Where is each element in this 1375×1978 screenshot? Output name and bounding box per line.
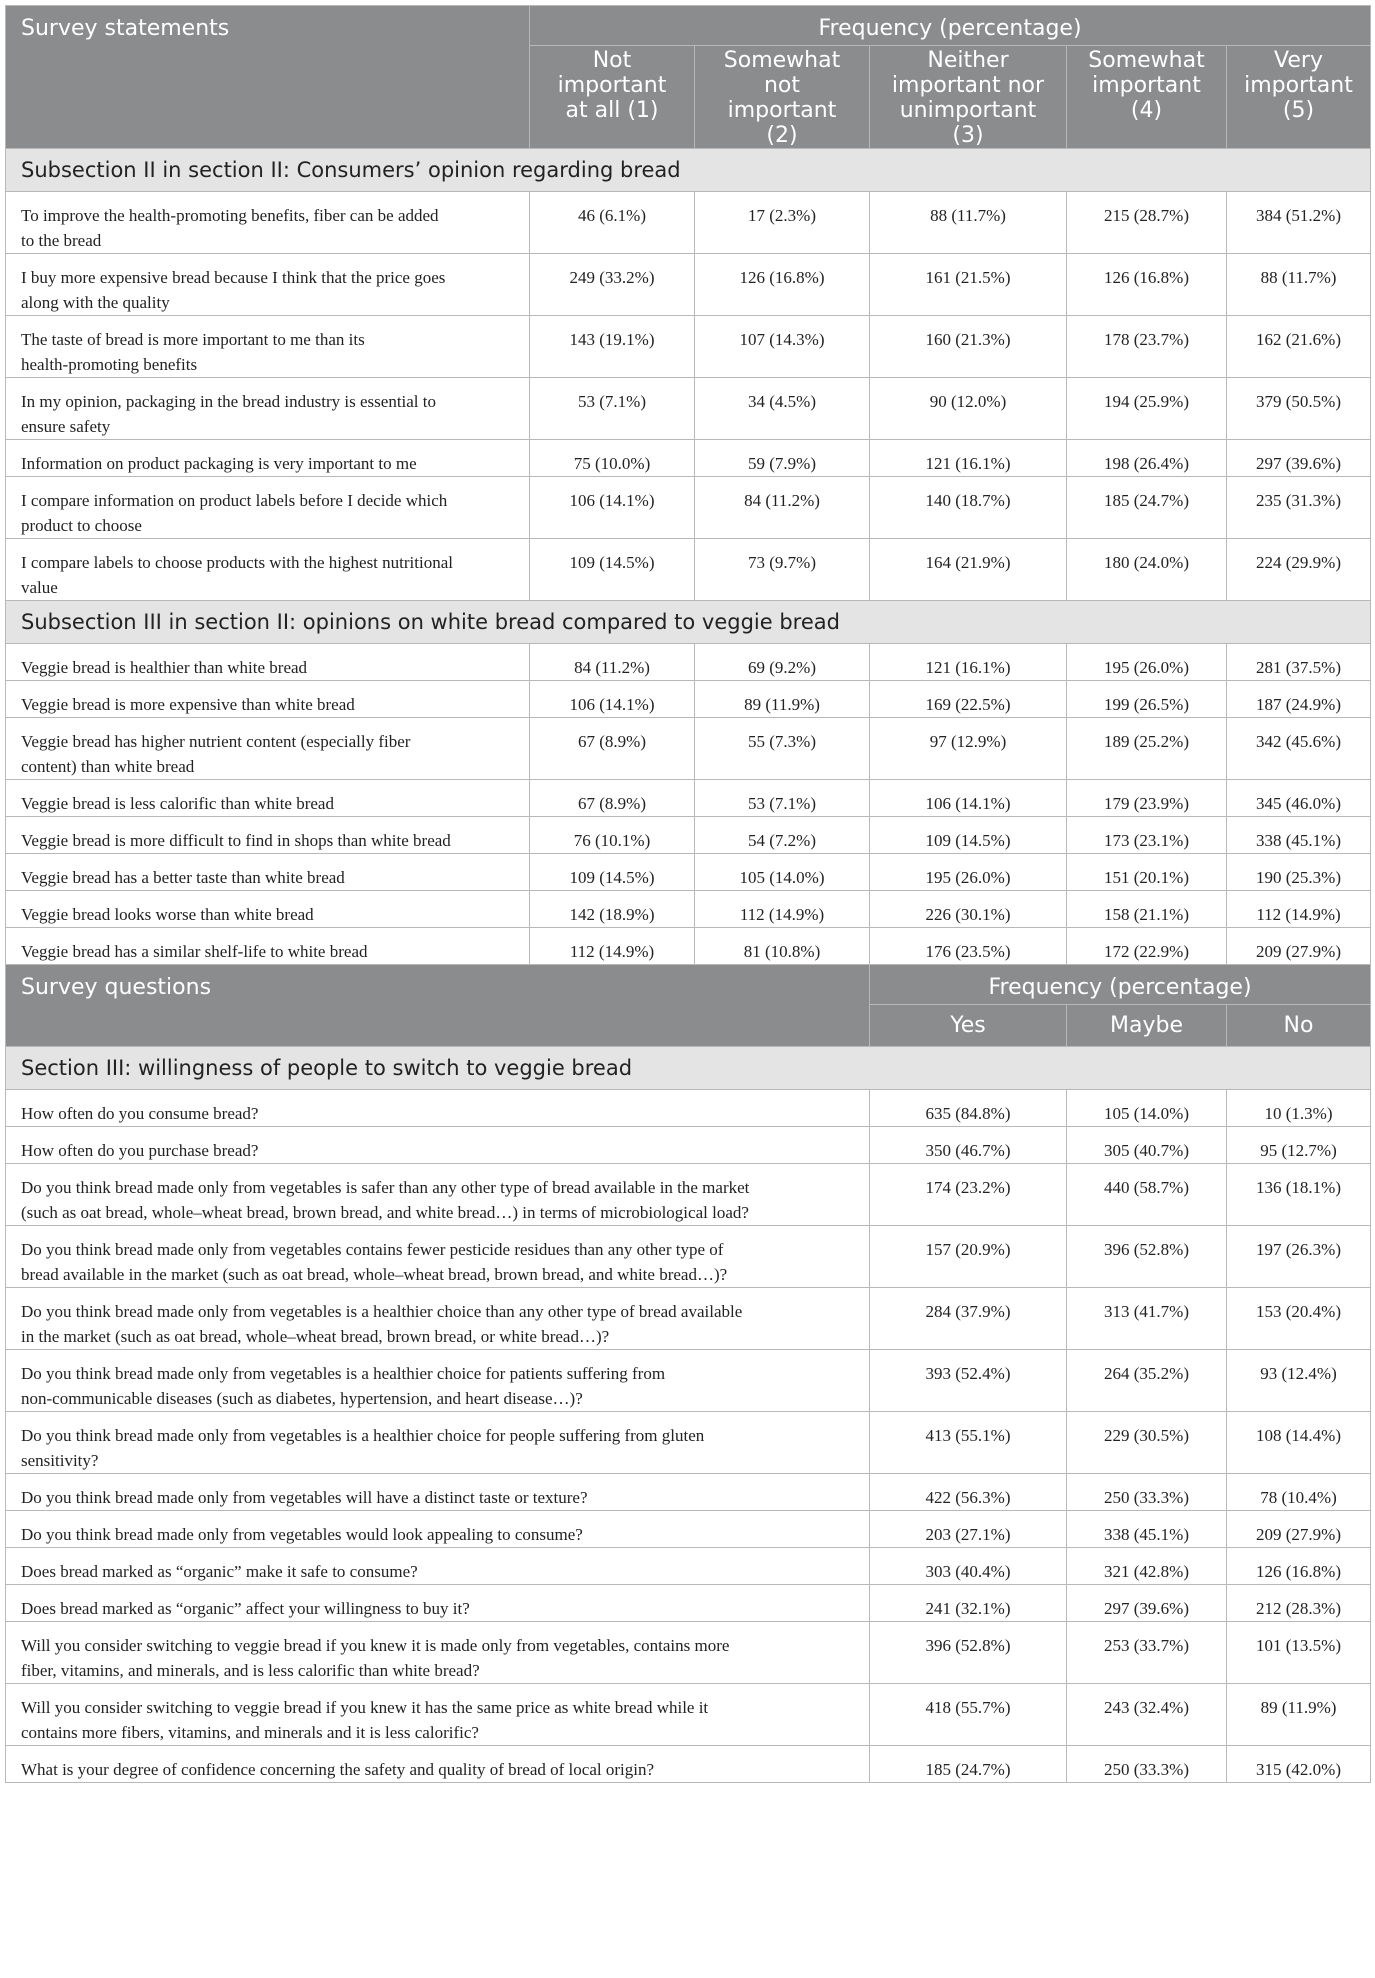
value-cell: 142 (18.9%) — [530, 891, 695, 928]
value-cell: 187 (24.9%) — [1227, 681, 1371, 718]
value-cell: 321 (42.8%) — [1067, 1548, 1227, 1585]
column-header-neither-important-nor-unimportant — [870, 46, 1067, 149]
table-row — [6, 854, 1371, 891]
statement-text: non-communicable diseases (such as diabetes, hypertension, and heart disease…)? — [21, 1389, 583, 1408]
value-cell: 84 (11.2%) — [530, 644, 695, 681]
statement-text: Do you think bread made only from vegetables is a healthier choice for patients suffering from — [21, 1364, 666, 1383]
statement-cell — [6, 1350, 870, 1412]
value-cell: 440 (58.7%) — [1067, 1164, 1227, 1226]
value-cell: 174 (23.2%) — [870, 1164, 1067, 1226]
statement-text: Veggie bread is more difficult to find in shops than white bread — [21, 831, 451, 850]
value-cell: 284 (37.9%) — [870, 1288, 1067, 1350]
value-cell: 88 (11.7%) — [1227, 254, 1371, 316]
statement-cell — [6, 1412, 870, 1474]
table-row — [6, 440, 1371, 477]
value-cell: 126 (16.8%) — [1067, 254, 1227, 316]
statement-cell — [6, 1474, 870, 1511]
statement-text: Does bread marked as “organic” affect your willingness to buy it? — [21, 1599, 470, 1618]
value-cell: 199 (26.5%) — [1067, 681, 1227, 718]
value-cell: 109 (14.5%) — [530, 854, 695, 891]
value-cell: 393 (52.4%) — [870, 1350, 1067, 1412]
statement-cell — [6, 1548, 870, 1585]
value-cell: 422 (56.3%) — [870, 1474, 1067, 1511]
column-header-line: Very — [1274, 48, 1323, 73]
statement-cell — [6, 1288, 870, 1350]
value-cell: 73 (9.7%) — [695, 539, 870, 601]
value-cell: 305 (40.7%) — [1067, 1127, 1227, 1164]
statement-text: I buy more expensive bread because I think that the price goes — [21, 268, 446, 287]
table-row — [6, 1412, 1371, 1474]
value-cell: 212 (28.3%) — [1227, 1585, 1371, 1622]
statement-text: Veggie bread has a similar shelf-life to white bread — [21, 942, 368, 961]
statement-text: Veggie bread looks worse than white bread — [21, 905, 314, 924]
value-cell: 112 (14.9%) — [1227, 891, 1371, 928]
value-cell: 190 (25.3%) — [1227, 854, 1371, 891]
statement-cell — [6, 1511, 870, 1548]
value-cell: 195 (26.0%) — [1067, 644, 1227, 681]
value-cell: 169 (22.5%) — [870, 681, 1067, 718]
statement-text: Do you think bread made only from vegetables would look appealing to consume? — [21, 1525, 583, 1544]
value-cell: 97 (12.9%) — [870, 718, 1067, 780]
value-cell: 105 (14.0%) — [695, 854, 870, 891]
value-cell: 342 (45.6%) — [1227, 718, 1371, 780]
value-cell: 303 (40.4%) — [870, 1548, 1067, 1585]
column-header-maybe: Maybe — [1067, 1005, 1227, 1047]
table-row — [6, 1090, 1371, 1127]
table-row — [6, 1127, 1371, 1164]
column-header-line: Neither — [927, 48, 1009, 73]
table-row — [6, 1684, 1371, 1746]
value-cell: 176 (23.5%) — [870, 928, 1067, 965]
statement-text: Veggie bread is healthier than white bread — [21, 658, 308, 677]
statement-text: To improve the health-promoting benefits, fiber can be added — [21, 206, 439, 225]
value-cell: 249 (33.2%) — [530, 254, 695, 316]
value-cell: 67 (8.9%) — [530, 718, 695, 780]
value-cell: 194 (25.9%) — [1067, 378, 1227, 440]
column-header-line: important — [557, 73, 667, 98]
column-header-line: (4) — [1130, 98, 1163, 123]
column-header-line: important — [1092, 73, 1201, 98]
statement-text: In my opinion, packaging in the bread industry is essential to — [21, 392, 437, 411]
value-cell: 151 (20.1%) — [1067, 854, 1227, 891]
value-cell: 350 (46.7%) — [870, 1127, 1067, 1164]
value-cell: 78 (10.4%) — [1227, 1474, 1371, 1511]
section-row — [6, 149, 1371, 192]
value-cell: 203 (27.1%) — [870, 1511, 1067, 1548]
statement-cell — [6, 378, 530, 440]
statement-text: How often do you consume bread? — [21, 1104, 259, 1123]
table-row — [6, 254, 1371, 316]
statement-cell — [6, 854, 530, 891]
table-row — [6, 1746, 1371, 1783]
value-cell: 107 (14.3%) — [695, 316, 870, 378]
table-row — [6, 644, 1371, 681]
value-cell: 136 (18.1%) — [1227, 1164, 1371, 1226]
value-cell: 53 (7.1%) — [695, 780, 870, 817]
value-cell: 108 (14.4%) — [1227, 1412, 1371, 1474]
value-cell: 67 (8.9%) — [530, 780, 695, 817]
value-cell: 224 (29.9%) — [1227, 539, 1371, 601]
value-cell: 413 (55.1%) — [870, 1412, 1067, 1474]
value-cell: 84 (11.2%) — [695, 477, 870, 539]
table-row — [6, 780, 1371, 817]
statement-text: (such as oat bread, whole–wheat bread, brown bread, and white bread…) in terms of microbiological load? — [21, 1203, 749, 1222]
value-cell: 109 (14.5%) — [530, 539, 695, 601]
value-cell: 126 (16.8%) — [695, 254, 870, 316]
table-row — [6, 1585, 1371, 1622]
statement-cell — [6, 1622, 870, 1684]
column-header-line: at all (1) — [565, 98, 659, 123]
value-cell: 109 (14.5%) — [870, 817, 1067, 854]
table-row — [6, 1350, 1371, 1412]
value-cell: 55 (7.3%) — [695, 718, 870, 780]
column-header-line: (2) — [766, 123, 798, 148]
column-header-line: Somewhat — [723, 48, 841, 73]
statement-cell — [6, 1164, 870, 1226]
statement-text: health-promoting benefits — [21, 355, 198, 374]
column-header-somewhat-important — [1067, 46, 1227, 149]
column-header-yes: Yes — [870, 1005, 1067, 1047]
statement-text: content) than white bread — [21, 757, 195, 776]
value-cell: 112 (14.9%) — [695, 891, 870, 928]
table1-header-row — [6, 6, 1371, 46]
value-cell: 209 (27.9%) — [1227, 1511, 1371, 1548]
table-row — [6, 1474, 1371, 1511]
value-cell: 235 (31.3%) — [1227, 477, 1371, 539]
value-cell: 90 (12.0%) — [870, 378, 1067, 440]
statement-cell — [6, 817, 530, 854]
value-cell: 253 (33.7%) — [1067, 1622, 1227, 1684]
statement-cell — [6, 316, 530, 378]
statement-text: Veggie bread is more expensive than white bread — [21, 695, 355, 714]
value-cell: 198 (26.4%) — [1067, 440, 1227, 477]
column-header-line: unimportant — [899, 98, 1037, 123]
value-cell: 121 (16.1%) — [870, 644, 1067, 681]
value-cell: 195 (26.0%) — [870, 854, 1067, 891]
survey-table — [5, 5, 1371, 1783]
value-cell: 121 (16.1%) — [870, 440, 1067, 477]
value-cell: 384 (51.2%) — [1227, 192, 1371, 254]
statement-text: Do you think bread made only from vegetables is a healthier choice than any other type of bread available — [21, 1302, 743, 1321]
table-row — [6, 1288, 1371, 1350]
value-cell: 17 (2.3%) — [695, 192, 870, 254]
statement-text: I compare information on product labels before I decide which — [21, 491, 448, 510]
value-cell: 297 (39.6%) — [1067, 1585, 1227, 1622]
statement-text: Does bread marked as “organic” make it safe to consume? — [21, 1562, 418, 1581]
table-row — [6, 928, 1371, 965]
survey-questions-header: Survey questions — [6, 965, 870, 1047]
statement-text: Do you think bread made only from vegetables will have a distinct taste or texture? — [21, 1488, 588, 1507]
table-row — [6, 718, 1371, 780]
value-cell: 81 (10.8%) — [695, 928, 870, 965]
value-cell: 161 (21.5%) — [870, 254, 1067, 316]
table-row — [6, 316, 1371, 378]
table-row — [6, 1548, 1371, 1585]
value-cell: 112 (14.9%) — [530, 928, 695, 965]
value-cell: 162 (21.6%) — [1227, 316, 1371, 378]
statement-text: bread available in the market (such as oat bread, whole–wheat bread, brown bread, and white bread…)? — [21, 1265, 728, 1284]
statement-text: Do you think bread made only from vegetables contains fewer pesticide residues than any other type of — [21, 1240, 724, 1259]
column-header-line: important nor — [891, 73, 1045, 98]
value-cell: 105 (14.0%) — [1067, 1090, 1227, 1127]
statement-text: Veggie bread has higher nutrient content (especially fiber — [21, 732, 411, 751]
column-header-no: No — [1227, 1005, 1371, 1047]
value-cell: 264 (35.2%) — [1067, 1350, 1227, 1412]
frequency-group-header: Frequency (percentage) — [530, 6, 1371, 46]
value-cell: 226 (30.1%) — [870, 891, 1067, 928]
statement-cell — [6, 539, 530, 601]
statement-text: to the bread — [21, 231, 102, 250]
statement-cell — [6, 891, 530, 928]
column-header-line: (5) — [1282, 98, 1315, 123]
value-cell: 179 (23.9%) — [1067, 780, 1227, 817]
column-header-line: (3) — [952, 123, 984, 148]
statement-cell — [6, 718, 530, 780]
value-cell: 158 (21.1%) — [1067, 891, 1227, 928]
value-cell: 10 (1.3%) — [1227, 1090, 1371, 1127]
statement-cell — [6, 1090, 870, 1127]
value-cell: 93 (12.4%) — [1227, 1350, 1371, 1412]
statement-cell — [6, 928, 530, 965]
statement-text: ensure safety — [21, 417, 111, 436]
value-cell: 379 (50.5%) — [1227, 378, 1371, 440]
column-header-line: important — [1244, 73, 1353, 98]
table-row — [6, 817, 1371, 854]
section-row — [6, 601, 1371, 644]
value-cell: 160 (21.3%) — [870, 316, 1067, 378]
value-cell: 59 (7.9%) — [695, 440, 870, 477]
statement-text: Do you think bread made only from vegetables is a healthier choice for people suffering from gluten — [21, 1426, 705, 1445]
value-cell: 164 (21.9%) — [870, 539, 1067, 601]
value-cell: 34 (4.5%) — [695, 378, 870, 440]
value-cell: 173 (23.1%) — [1067, 817, 1227, 854]
statement-cell — [6, 192, 530, 254]
value-cell: 89 (11.9%) — [1227, 1684, 1371, 1746]
value-cell: 185 (24.7%) — [870, 1746, 1067, 1783]
statement-cell — [6, 1585, 870, 1622]
table-row — [6, 477, 1371, 539]
value-cell: 153 (20.4%) — [1227, 1288, 1371, 1350]
statement-text: I compare labels to choose products with the highest nutritional — [21, 553, 453, 572]
statement-text: along with the quality — [21, 293, 170, 312]
statement-cell — [6, 254, 530, 316]
value-cell: 281 (37.5%) — [1227, 644, 1371, 681]
value-cell: 250 (33.3%) — [1067, 1746, 1227, 1783]
statement-text: Veggie bread has a better taste than white bread — [21, 868, 345, 887]
statement-cell — [6, 780, 530, 817]
table-row — [6, 891, 1371, 928]
survey-table-body — [6, 6, 1371, 1783]
value-cell: 338 (45.1%) — [1067, 1511, 1227, 1548]
statement-cell — [6, 644, 530, 681]
statement-cell — [6, 1684, 870, 1746]
table-row — [6, 378, 1371, 440]
statement-text: product to choose — [21, 516, 142, 535]
table-row — [6, 192, 1371, 254]
statement-text: Information on product packaging is very important to me — [21, 454, 417, 473]
value-cell: 635 (84.8%) — [870, 1090, 1067, 1127]
statement-cell — [6, 681, 530, 718]
statement-text: How often do you purchase bread? — [21, 1141, 259, 1160]
value-cell: 241 (32.1%) — [870, 1585, 1067, 1622]
value-cell: 418 (55.7%) — [870, 1684, 1067, 1746]
value-cell: 396 (52.8%) — [1067, 1226, 1227, 1288]
value-cell: 140 (18.7%) — [870, 477, 1067, 539]
table-row — [6, 539, 1371, 601]
statement-cell — [6, 1226, 870, 1288]
value-cell: 345 (46.0%) — [1227, 780, 1371, 817]
section-iii-title: Section III: willingness of people to switch to veggie bread — [6, 1047, 1371, 1090]
statement-cell — [6, 440, 530, 477]
value-cell: 53 (7.1%) — [530, 378, 695, 440]
statement-text: Will you consider switching to veggie bread if you knew it has the same price as white bread while it — [21, 1698, 709, 1717]
statement-text: Veggie bread is less calorific than white bread — [21, 794, 334, 813]
subsection-ii-title: Subsection II in section II: Consumers’ opinion regarding bread — [6, 149, 1371, 192]
value-cell: 157 (20.9%) — [870, 1226, 1067, 1288]
table-row — [6, 1164, 1371, 1226]
value-cell: 180 (24.0%) — [1067, 539, 1227, 601]
survey-statements-header: Survey statements — [6, 6, 530, 149]
value-cell: 243 (32.4%) — [1067, 1684, 1227, 1746]
column-header-line: Not — [592, 48, 632, 73]
column-header-somewhat-not-important — [695, 46, 870, 149]
value-cell: 209 (27.9%) — [1227, 928, 1371, 965]
value-cell: 75 (10.0%) — [530, 440, 695, 477]
value-cell: 189 (25.2%) — [1067, 718, 1227, 780]
value-cell: 95 (12.7%) — [1227, 1127, 1371, 1164]
value-cell: 106 (14.1%) — [530, 477, 695, 539]
table-row — [6, 681, 1371, 718]
statement-text: What is your degree of confidence concerning the safety and quality of bread of local origin? — [21, 1760, 654, 1779]
value-cell: 315 (42.0%) — [1227, 1746, 1371, 1783]
section-row — [6, 1047, 1371, 1090]
value-cell: 101 (13.5%) — [1227, 1622, 1371, 1684]
column-header-line: not — [763, 73, 801, 98]
table2-header-row — [6, 965, 1371, 1005]
value-cell: 106 (14.1%) — [870, 780, 1067, 817]
column-header-line: Somewhat — [1088, 48, 1205, 73]
column-header-line: important — [727, 98, 837, 123]
value-cell: 172 (22.9%) — [1067, 928, 1227, 965]
value-cell: 88 (11.7%) — [870, 192, 1067, 254]
value-cell: 89 (11.9%) — [695, 681, 870, 718]
value-cell: 69 (9.2%) — [695, 644, 870, 681]
value-cell: 106 (14.1%) — [530, 681, 695, 718]
subsection-iii-title: Subsection III in section II: opinions on white bread compared to veggie bread — [6, 601, 1371, 644]
column-header-very-important — [1227, 46, 1371, 149]
value-cell: 185 (24.7%) — [1067, 477, 1227, 539]
statement-text: contains more fibers, vitamins, and minerals and it is less calorific? — [21, 1723, 479, 1742]
value-cell: 197 (26.3%) — [1227, 1226, 1371, 1288]
value-cell: 143 (19.1%) — [530, 316, 695, 378]
value-cell: 313 (41.7%) — [1067, 1288, 1227, 1350]
value-cell: 229 (30.5%) — [1067, 1412, 1227, 1474]
value-cell: 215 (28.7%) — [1067, 192, 1227, 254]
column-header-not-important-at-all — [530, 46, 695, 149]
value-cell: 126 (16.8%) — [1227, 1548, 1371, 1585]
statement-text: sensitivity? — [21, 1451, 99, 1470]
statement-cell — [6, 477, 530, 539]
statement-text: Will you consider switching to veggie bread if you knew it is made only from vegetables, contains more — [21, 1636, 730, 1655]
statement-text: in the market (such as oat bread, whole–wheat bread, brown bread, or white bread…)? — [21, 1327, 610, 1346]
value-cell: 297 (39.6%) — [1227, 440, 1371, 477]
statement-cell — [6, 1127, 870, 1164]
value-cell: 250 (33.3%) — [1067, 1474, 1227, 1511]
statement-text: The taste of bread is more important to me than its — [21, 330, 365, 349]
value-cell: 396 (52.8%) — [870, 1622, 1067, 1684]
table-row — [6, 1511, 1371, 1548]
statement-text: Do you think bread made only from vegetables is safer than any other type of bread available in the market — [21, 1178, 750, 1197]
frequency-group-header-2: Frequency (percentage) — [870, 965, 1371, 1005]
statement-cell — [6, 1746, 870, 1783]
table-row — [6, 1622, 1371, 1684]
table-row — [6, 1226, 1371, 1288]
value-cell: 338 (45.1%) — [1227, 817, 1371, 854]
value-cell: 46 (6.1%) — [530, 192, 695, 254]
statement-text: value — [21, 578, 58, 597]
statement-text: fiber, vitamins, and minerals, and is less calorific than white bread? — [21, 1661, 480, 1680]
value-cell: 76 (10.1%) — [530, 817, 695, 854]
value-cell: 54 (7.2%) — [695, 817, 870, 854]
value-cell: 178 (23.7%) — [1067, 316, 1227, 378]
